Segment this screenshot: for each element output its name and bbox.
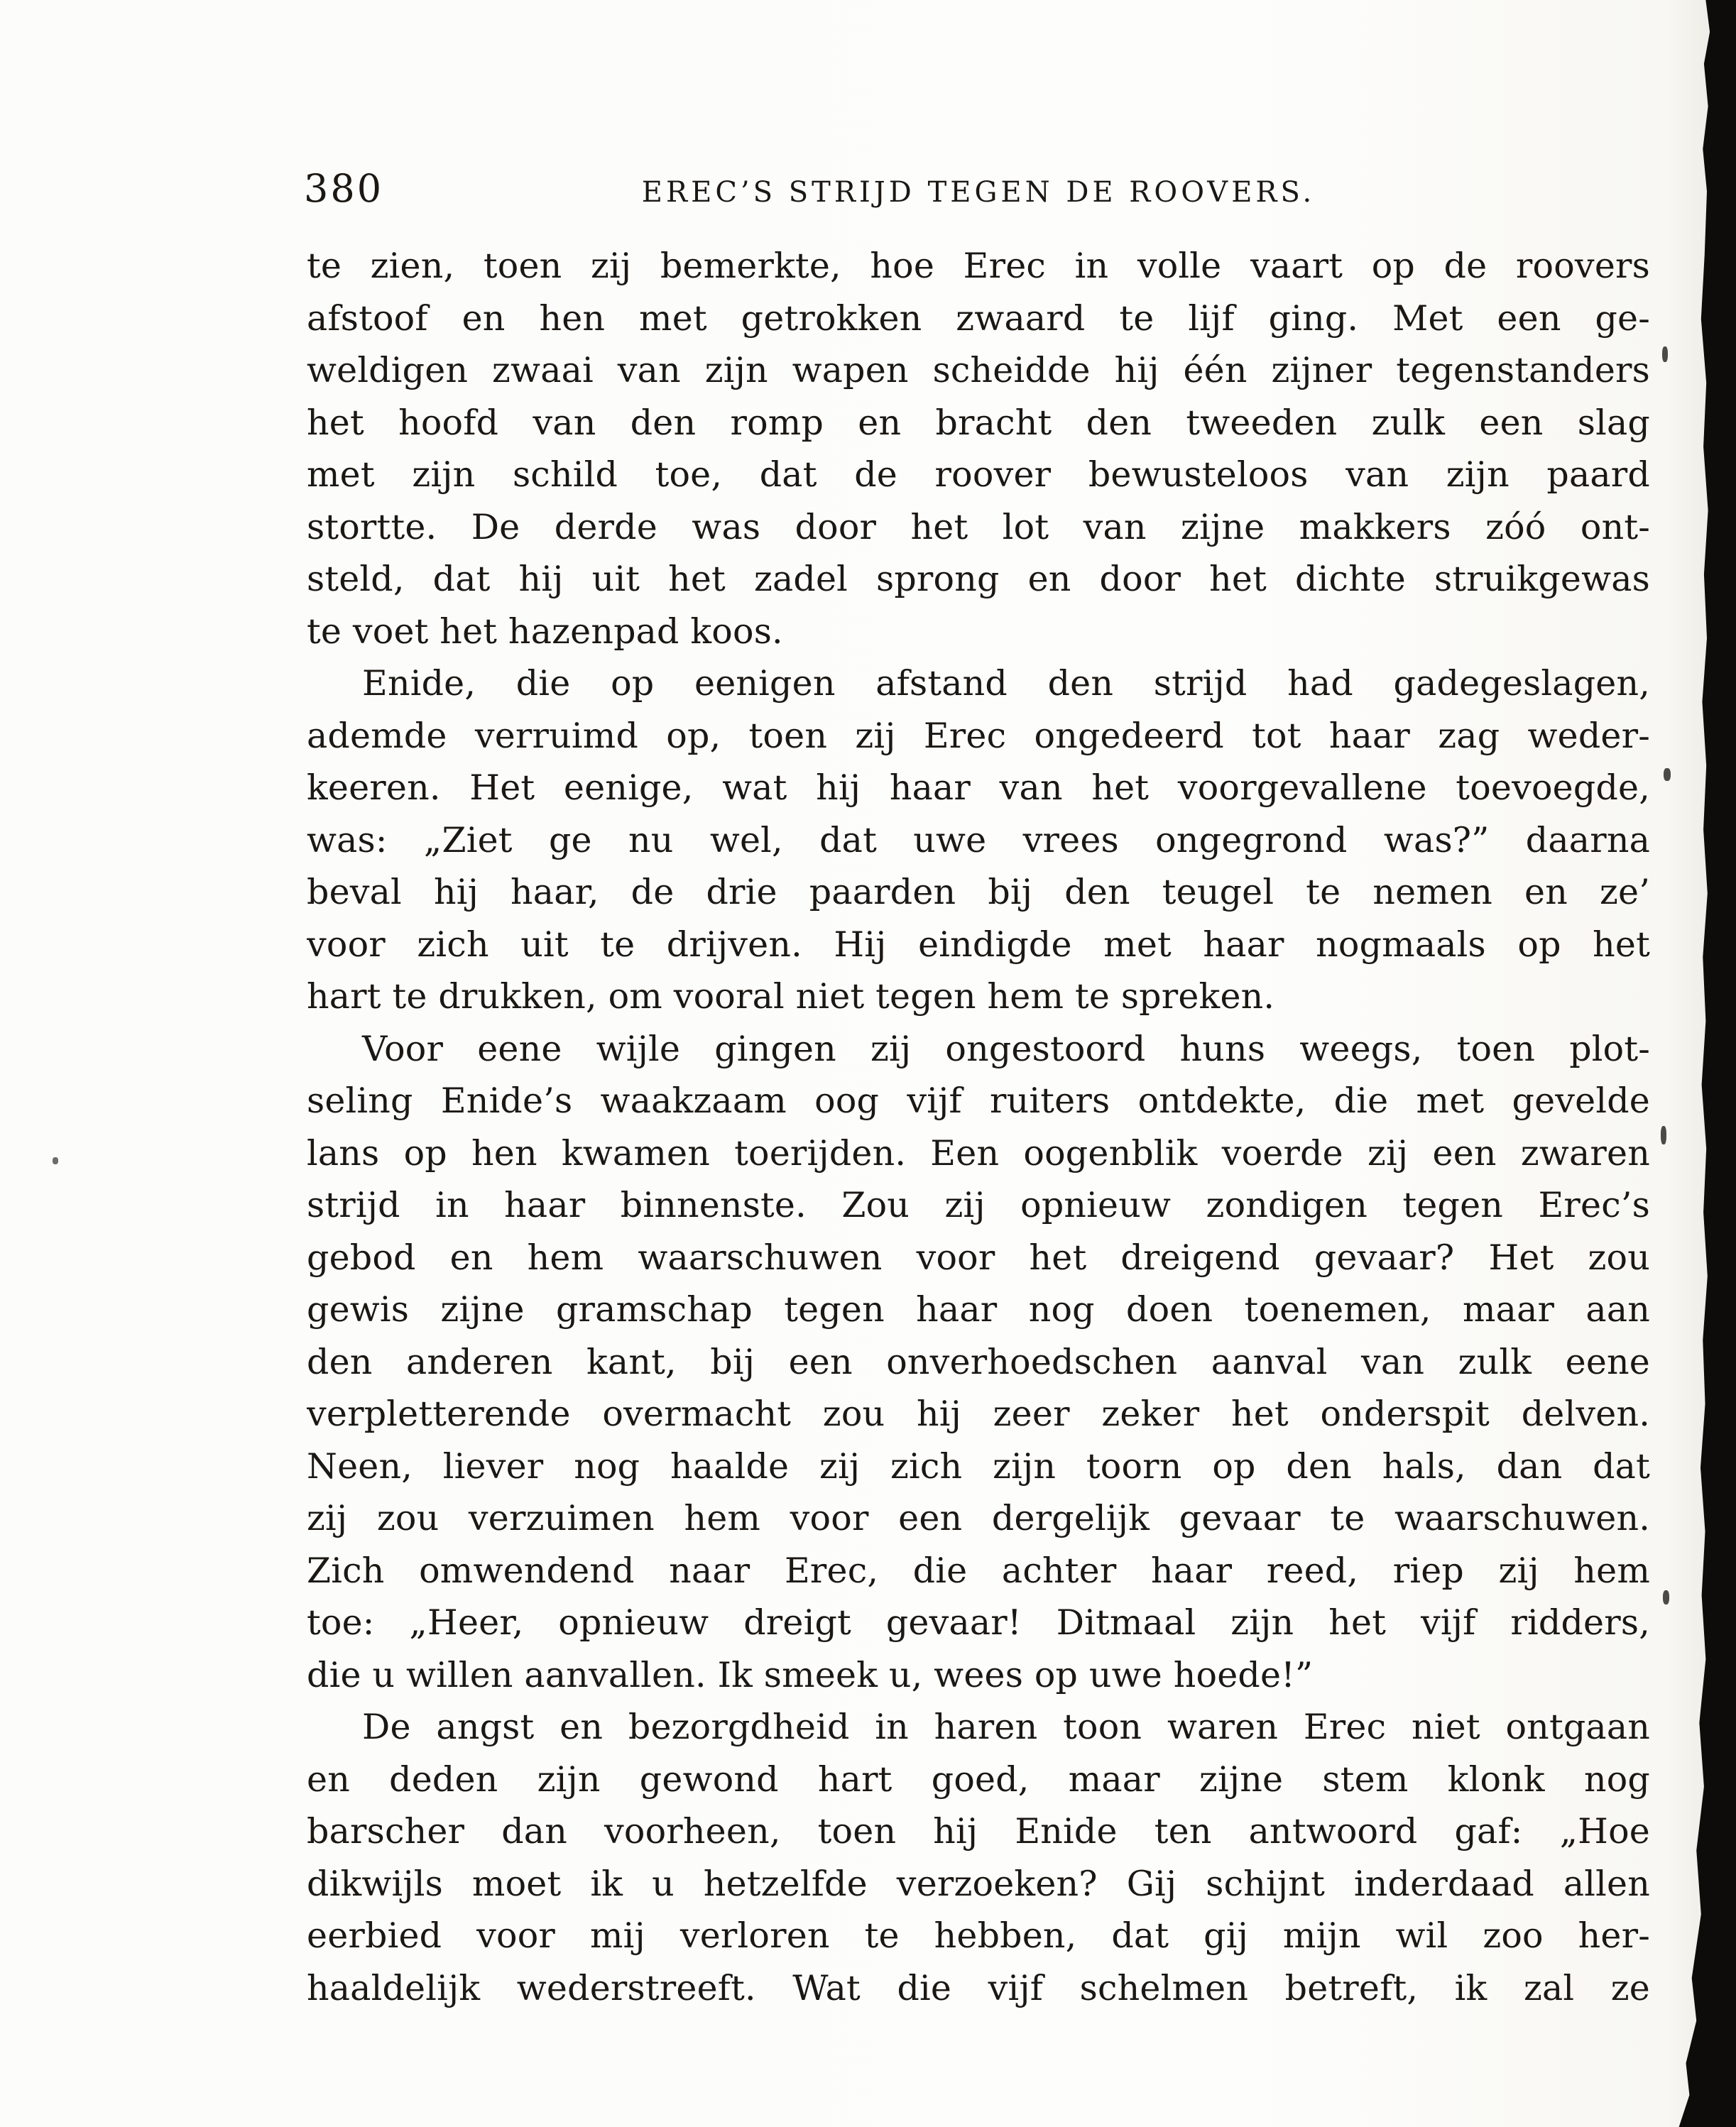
text-line: zij zou verzuimen hem voor een dergelijk gevaar te waarschuwen.	[307, 1498, 1650, 1538]
text-line: afstoof en hen met getrokken zwaard te lijf ging. Met een ge-	[307, 297, 1650, 339]
text-line: verpletterende overmacht zou hij zeer zeker het onderspit delven.	[307, 1394, 1650, 1434]
text-line: seling Enide’s waakzaam oog vijf ruiters ontdekte, die met gevelde	[307, 1081, 1650, 1121]
text-line: den anderen kant, bij een onverhoedschen aanval van zulk eene	[307, 1341, 1650, 1382]
text-line: met zijn schild toe, dat de roover bewusteloos van zijn paard	[307, 454, 1650, 495]
text-line: stortte. De derde was door het lot van zijne makkers zóó ont-	[307, 506, 1650, 547]
text-line: te voet het hazenpad koos.	[307, 611, 783, 652]
text-line: ademde verruimd op, toen zij Erec ongedeerd tot haar zag weder-	[307, 715, 1650, 756]
text-line: was: „Ziet ge nu wel, dat uwe vrees ongegrond was?” daarna	[307, 819, 1650, 860]
scan-speck	[53, 1157, 58, 1164]
text-line: die u willen aanvallen. Ik smeek u, wees op uwe hoede!”	[307, 1654, 1314, 1695]
text-line: barscher dan voorheen, toen hij Enide ten antwoord gaf: „Hoe	[307, 1811, 1650, 1852]
text-line: Neen, liever nog haalde zij zich zijn toorn op den hals, dan dat	[307, 1445, 1650, 1487]
text-line: strijd in haar binnenste. Zou zij opnieuw zondigen tegen Erec’s	[307, 1185, 1650, 1225]
scan-edge-artifact	[1678, 0, 1736, 2127]
text-line: weldigen zwaai van zijn wapen scheidde hij één zijner tegenstanders	[307, 350, 1650, 390]
text-line: eerbied voor mij verloren te hebben, dat gij mijn wil zoo her-	[307, 1915, 1650, 1956]
page-number: 380	[304, 166, 384, 211]
text-line: steld, dat hij uit het zadel sprong en door het dichte struikgewas	[307, 559, 1650, 599]
page-header	[304, 165, 1650, 219]
text-line: gewis zijne gramschap tegen haar nog doen toenemen, maar aan	[307, 1289, 1650, 1330]
text-line: lans op hen kwamen toerijden. Een oogenblik voerde zij een zwaren	[307, 1132, 1650, 1174]
text-line: en deden zijn gewond hart goed, maar zijne stem klonk nog	[307, 1759, 1650, 1800]
text-line: voor zich uit te drijven. Hij eindigde met haar nogmaals op het	[307, 924, 1650, 965]
running-title: EREC’S STRIJD TEGEN DE ROOVERS.	[641, 176, 1316, 209]
scan-speck	[1661, 1126, 1666, 1144]
text-line: haaldelijk wederstreeft. Wat die vijf schelmen betreft, ik zal ze	[307, 1967, 1650, 2008]
text-line: keeren. Het eenige, wat hij haar van het voorgevallene toevoegde,	[307, 767, 1650, 808]
text-line: toe: „Heer, opnieuw dreigt gevaar! Ditmaal zijn het vijf ridders,	[307, 1602, 1650, 1643]
text-line: Voor eene wijle gingen zij ongestoord huns weegs, toen plot-	[362, 1028, 1650, 1069]
text-line: dikwijls moet ik u hetzelfde verzoeken? Gij schijnt inderdaad allen	[307, 1863, 1650, 1904]
text-line: te zien, toen zij bemerkte, hoe Erec in volle vaart op de roovers	[307, 246, 1650, 286]
text-column	[304, 165, 1650, 2014]
scan-speck	[1662, 346, 1668, 362]
text-line: Zich omwendend naar Erec, die achter haar reed, riep zij hem	[307, 1550, 1650, 1591]
text-line: Enide, die op eenigen afstand den strijd had gadegeslagen,	[362, 663, 1650, 704]
text-line: hart te drukken, om vooral niet tegen hem te spreken.	[307, 976, 1275, 1017]
text-block	[307, 240, 1650, 2014]
text-line: De angst en bezorgdheid in haren toon waren Erec niet ontgaan	[362, 1707, 1650, 1747]
scan-speck	[1664, 768, 1671, 781]
scan-speck	[1663, 1590, 1669, 1604]
text-line: het hoofd van den romp en bracht den tweeden zulk een slag	[307, 402, 1650, 443]
text-line: beval hij haar, de drie paarden bij den teugel te nemen en ze’	[307, 872, 1650, 912]
text-line: gebod en hem waarschuwen voor het dreigend gevaar? Het zou	[307, 1237, 1650, 1278]
